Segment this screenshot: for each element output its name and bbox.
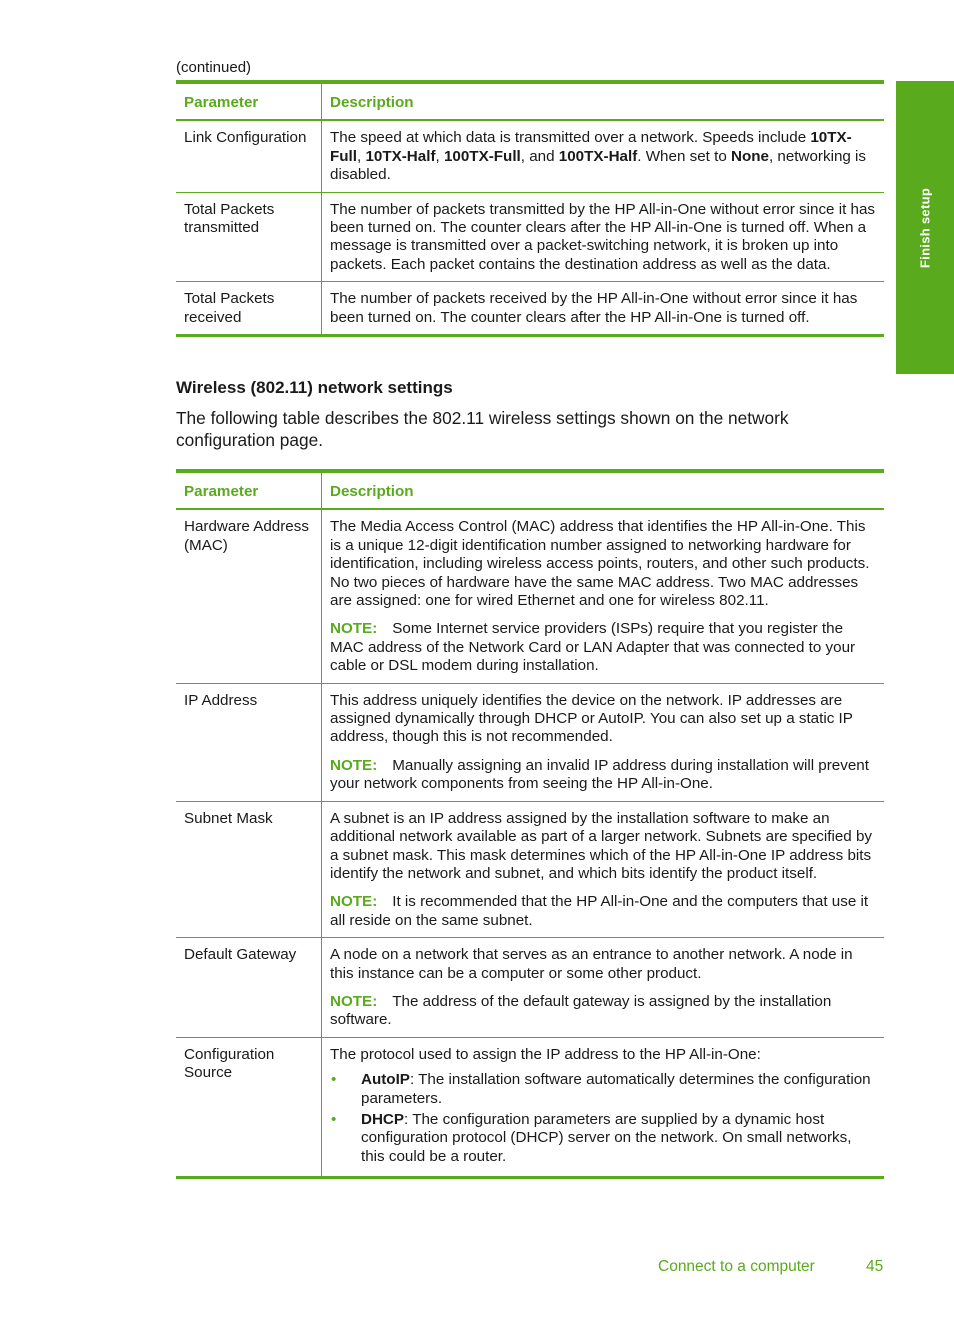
note-text: The address of the default gateway is assigned by the installation software. (330, 992, 832, 1029)
bullet-term: AutoIP (361, 1071, 410, 1089)
section-title: Wireless (802.11) network settings (176, 378, 453, 397)
none-term: None (730, 147, 769, 165)
page-number: 45 (866, 1258, 884, 1275)
description-cell (322, 683, 885, 801)
note-label: NOTE: (330, 756, 378, 774)
table-row (176, 120, 884, 192)
desc-text: The speed at which data is transmitted over a network. Speeds include (330, 129, 811, 147)
note (330, 893, 876, 930)
note-text: Some Internet service providers (ISPs) require that you register the MAC address of the Network Card or LAN Adapter that was connected to your cable or DSL modem during installation. (330, 620, 856, 675)
column-header-parameter: Parameter (176, 82, 322, 120)
wireless-parameters-table (176, 469, 884, 1179)
note-label: NOTE: (330, 893, 378, 911)
parameter-cell: Total Packets received (176, 282, 322, 336)
parameter-cell: Configuration Source (176, 1037, 322, 1177)
note-label: NOTE: (330, 620, 378, 638)
desc-text: , networking is disabled. (330, 147, 867, 184)
table-row (176, 282, 884, 336)
column-header-description: Description (322, 471, 885, 509)
desc-text: , (357, 147, 366, 165)
note-label: NOTE: (330, 992, 378, 1010)
parameter-cell: Default Gateway (176, 938, 322, 1038)
bullet-icon: • (331, 1071, 337, 1089)
bullet-text: : The configuration parameters are supplied by a dynamic host configuration protocol (DHCP) server on the network. On small networks, this could be a router. (361, 1110, 852, 1165)
note-text: Manually assigning an invalid IP address during installation will prevent your network components from seeing the HP All-in-One. (330, 756, 869, 793)
description-cell (322, 509, 885, 683)
description-text: This address uniquely identifies the device on the network. IP addresses are assigned dynamically through DHCP or AutoIP. You can also set up a static IP address, though this is not recommended. (330, 691, 853, 746)
table-row (176, 938, 884, 1038)
description-text: A subnet is an IP address assigned by the installation software to make an additional network available as part of a larger network. Subnets are specified by a subnet mask. This mask determines which of the HP All-in-One IP address bits identify the network and subnet, and which bits identify the product itself. (330, 809, 872, 882)
description-text: A node on a network that serves as an entrance to another network. A node in this instance can be a computer or some other product. (330, 946, 853, 982)
note (330, 993, 876, 1030)
section-intro: The following table describes the 802.11 wireless settings shown on the network configuration page. (176, 408, 789, 450)
description-text: The Media Access Control (MAC) address that identifies the HP All-in-One. This is a unique 12-digit identification number assigned to networking hardware for identification, including wireless access points, routers, and other such products. No two pieces of hardware have the same MAC address. Two MAC addresses are assigned: one for wired Ethernet and one for wireless 802.11. (330, 518, 870, 610)
description-cell: The number of packets received by the HP All-in-One without error since it has been turned on. The counter clears after the HP All-in-One is turned off. (322, 282, 885, 336)
description-cell (322, 801, 885, 937)
table-row (176, 192, 884, 282)
desc-text: , (435, 147, 444, 165)
list-item (330, 1071, 876, 1108)
description-cell (322, 1037, 885, 1177)
table-row (176, 683, 884, 801)
speed-term: 10TX-Half (365, 147, 436, 165)
side-tab-label: Finish setup (917, 187, 933, 268)
speed-term: 100TX-Half (558, 147, 638, 165)
column-header-description: Description (322, 82, 885, 120)
list-item (330, 1111, 876, 1166)
speed-term: 10TX-Full (330, 129, 852, 165)
note (330, 620, 876, 675)
wired-parameters-table (176, 80, 884, 337)
speed-term: 100TX-Full (443, 147, 521, 165)
continued-label: (continued) (176, 59, 252, 76)
table-header-row (176, 82, 884, 120)
bullet-icon: • (331, 1110, 337, 1128)
table-header-row (176, 471, 884, 509)
desc-text: . When set to (637, 147, 731, 165)
desc-text: , and (520, 147, 559, 165)
table-row (176, 1037, 884, 1177)
description-cell: The number of packets transmitted by the HP All-in-One without error since it has been turned on. The counter clears after the HP All-in-One is turned off. When a message is transmitted over a packet-switching network, it is broken up into packets. Each packet contains the destination address as well as the data. (322, 192, 885, 282)
description-cell (322, 938, 885, 1038)
bullet-text: : The installation software automatically determines the configuration parameters. (361, 1071, 871, 1107)
bullet-list (330, 1071, 876, 1166)
description-cell (322, 120, 885, 192)
parameter-cell: Link Configuration (176, 120, 322, 192)
description-text: The protocol used to assign the IP address to the HP All-in-One: (330, 1045, 761, 1063)
note-text: It is recommended that the HP All-in-One and the computers that use it all reside on the same subnet. (330, 893, 869, 929)
parameter-cell: Hardware Address (MAC) (176, 509, 322, 683)
footer-chapter-title: Connect to a computer (658, 1258, 815, 1275)
side-tab-finish-setup (896, 81, 954, 374)
column-header-parameter: Parameter (176, 471, 322, 509)
bullet-term: DHCP (361, 1110, 405, 1128)
note (330, 757, 876, 794)
table-row (176, 801, 884, 937)
parameter-cell: IP Address (176, 683, 322, 801)
table-row (176, 509, 884, 683)
parameter-cell: Subnet Mask (176, 801, 322, 937)
parameter-cell: Total Packets transmitted (176, 192, 322, 282)
